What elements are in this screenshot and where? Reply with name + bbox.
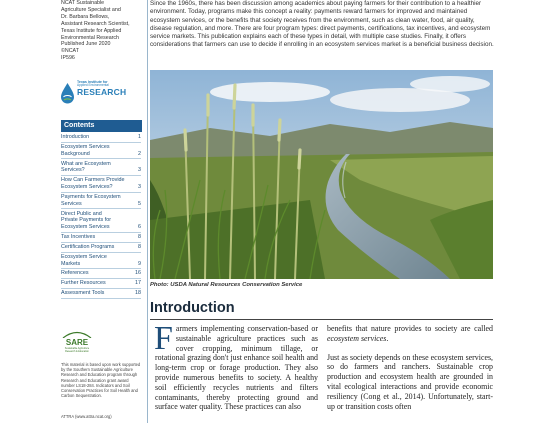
toc-item-label: Ecosystem Service Markets	[61, 253, 107, 267]
photo-caption: Photo: USDA Natural Resources Conservation Service	[150, 282, 303, 288]
sidebar	[0, 0, 148, 423]
section-title: Introduction	[150, 300, 235, 316]
toc-item[interactable]	[61, 194, 141, 209]
toc-item[interactable]	[61, 134, 141, 143]
toc-item-page: 3	[138, 184, 141, 191]
toc-item-label: What are Ecosystem Services?	[61, 160, 111, 174]
toc-item-page: 9	[138, 260, 141, 267]
section-divider	[150, 319, 493, 320]
sare-arc-icon	[60, 330, 94, 338]
wetland-photo	[150, 70, 493, 279]
sare-name: SARE	[65, 338, 89, 347]
toc-item-page: 17	[135, 280, 141, 287]
toc-item-page: 8	[138, 243, 141, 250]
toc-item-page: 2	[138, 150, 141, 157]
main-content	[150, 0, 550, 423]
col2-paragraph-2: Just as society depends on these ecosystem services, so do farmers and ranchers. Sustainable crop production and ecosystem health are grounded in vital ecological interactions and provide economic resiliency (Cong et al., 2014). Unfortunately, start-up or transition costs often	[327, 352, 493, 411]
tiaer-logo	[60, 80, 130, 106]
col1-text: armers implementing conservation-based or sustainable agriculture practices such as cover cropping, minimum tillage, or rotational grazing don't just enhance soil health and long-term crop or forage production. They also provide numerous benefits to society. A healthy soil efficiently recycles nutrients and filters contaminants, thereby protecting ground and surface water quality. These practices can also	[155, 324, 318, 412]
body-column-1	[154, 320, 318, 412]
toc-item-page: 6	[138, 224, 141, 231]
contents-heading: Contents	[61, 120, 142, 132]
author-credits: NCAT Sustainable Agriculture Specialist and Dr. Barbara Bellows, Assistant Research Scientist, Texas Institute for Applied Environmental Research Published June 2020 ©NCAT IP596	[61, 0, 130, 62]
attra-link[interactable]: ATTRA (www.attra.ncat.org)	[61, 414, 112, 419]
toc-item-page: 18	[135, 290, 141, 297]
toc-item[interactable]	[61, 211, 141, 233]
toc-item-label: Tax Incentives	[61, 234, 96, 241]
col2-paragraph-1	[327, 324, 493, 344]
toc-item-page: 8	[138, 234, 141, 241]
toc-item-label: Direct Public and Private Payments for Ecosystem Services	[61, 210, 112, 231]
toc-item-label: Payments for Ecosystem Services	[61, 193, 121, 207]
funding-note: This material is based upon work supported by the Southern Sustainable Agriculture Research and Education program through Research and Education grant award number LS18-284. Indicators and Soil Conservation Practices for Soil Health and Carbon Sequestration.	[61, 362, 141, 399]
toc-item-label: Introduction	[61, 134, 90, 140]
logo-line-1: Texas Institute for	[77, 80, 108, 84]
toc-item-page: 3	[138, 167, 141, 174]
logo-line-3: RESEARCH	[77, 86, 127, 97]
sare-logo	[60, 330, 94, 360]
toc-item[interactable]	[61, 270, 141, 279]
toc-item-label: References	[61, 270, 89, 277]
toc-item[interactable]	[61, 161, 141, 176]
toc-item-label: Certification Programs	[61, 243, 115, 250]
col2-p1-text: benefits that nature provides to society are called	[327, 324, 493, 333]
toc-item-page: 5	[138, 200, 141, 207]
toc-item[interactable]	[61, 280, 141, 289]
toc-item-label: How Can Farmers Provide Ecosystem Services?	[61, 177, 125, 191]
table-of-contents	[61, 134, 141, 300]
body-column-2	[327, 324, 493, 420]
toc-item-page: 16	[135, 270, 141, 277]
toc-item[interactable]	[61, 234, 141, 243]
sare-tagline: Sustainable Agriculture Research & Education	[64, 347, 90, 353]
stream-grass-image	[150, 70, 493, 279]
logo-line-2: Applied Environmental	[77, 83, 109, 87]
toc-item-label: Assessment Tools	[61, 290, 105, 297]
drop-cap: F	[154, 320, 173, 357]
toc-item-label: Ecosystem Services Background	[61, 143, 110, 157]
col2-p1-emphasis: ecosystem services	[327, 333, 387, 343]
water-drop-icon	[60, 82, 75, 104]
toc-item[interactable]	[61, 254, 141, 269]
toc-item[interactable]	[61, 144, 141, 159]
toc-item[interactable]	[61, 290, 141, 299]
toc-item-label: Further Resources	[61, 280, 106, 287]
intro-summary: Since the 1960s, there has been discussion among academics about paying farmers for their contribution to a healthier environment. Today, programs make this concept a reality: payments reward farmers for improved and maintained ecosystem services, or the benefits that society receives from the environment, such as clean water, food, air quality, disease regulation, and more. There are four program types: direct payments, certifications, tax incentives, and ecosystem service markets. This publication explains each of these types in detail, with multiple case studies. Finally, it offers considerations that farmers can use to decide if enrolling in an ecosystem services market is a beneficial business decision.	[150, 0, 494, 49]
toc-item[interactable]	[61, 177, 141, 192]
toc-item-page: 1	[138, 134, 141, 140]
toc-item[interactable]	[61, 244, 141, 253]
col2-p1-end: .	[386, 333, 389, 343]
